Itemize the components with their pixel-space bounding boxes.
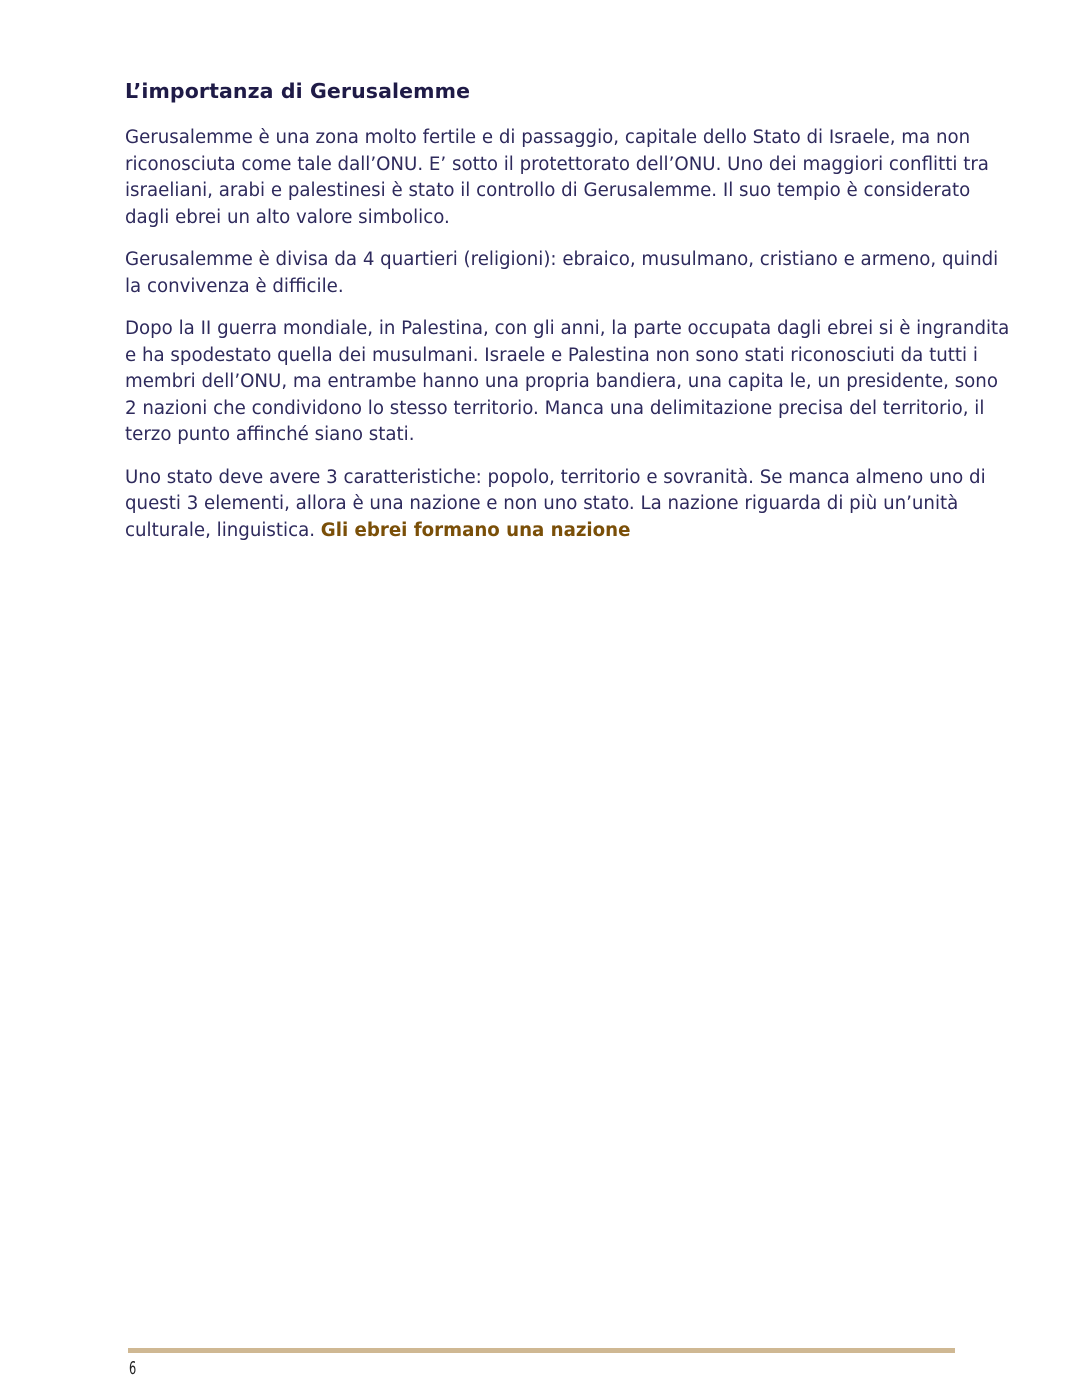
paragraph-state-definition-text: Uno stato deve avere 3 caratteristiche: popolo, territorio e sovranità. Se manca almeno uno di questi 3 elementi, allora è una nazione e non uno stato. La nazione riguarda di più un’unità culturale, linguistica. bbox=[125, 466, 986, 541]
page-number: 6 bbox=[129, 1358, 137, 1379]
highlighted-conclusion: Gli ebrei formano una nazione bbox=[320, 519, 631, 541]
section-heading: L’importanza di Gerusalemme bbox=[125, 79, 471, 103]
section-body bbox=[125, 125, 1025, 560]
paragraph-after-ww2: Dopo la II guerra mondiale, in Palestina, con gli anni, la parte occupata dagli ebrei si è ingrandita e ha spodestato quella dei musulmani. Israele e Palestina non sono stati riconosciuti da tutti i membri dell’ONU, ma entrambe hanno una propria bandiera, una capita le, un presidente, sono 2 nazioni che condividono lo stesso territorio. Manca una delimitazione precisa del territorio, il terzo punto affinché siano stati. bbox=[125, 318, 1010, 445]
footer-rule bbox=[128, 1348, 955, 1353]
paragraph-jerusalem-quarters: Gerusalemme è divisa da 4 quartieri (religioni): ebraico, musulmano, cristiano e armeno, quindi la convivenza è difficile. bbox=[125, 249, 999, 297]
paragraph-jerusalem-status: Gerusalemme è una zona molto fertile e di passaggio, capitale dello Stato di Israele, ma non riconosciuta come tale dall’ONU. E’ sotto il protettorato dell’ONU. Uno dei maggiori conflitti tra israeliani, arabi e palestinesi è stato il controllo di Gerusalemme. Il suo tempio è considerato dagli ebrei un alto valore simbolico. bbox=[125, 127, 989, 228]
paragraph-state-definition bbox=[125, 465, 1025, 545]
